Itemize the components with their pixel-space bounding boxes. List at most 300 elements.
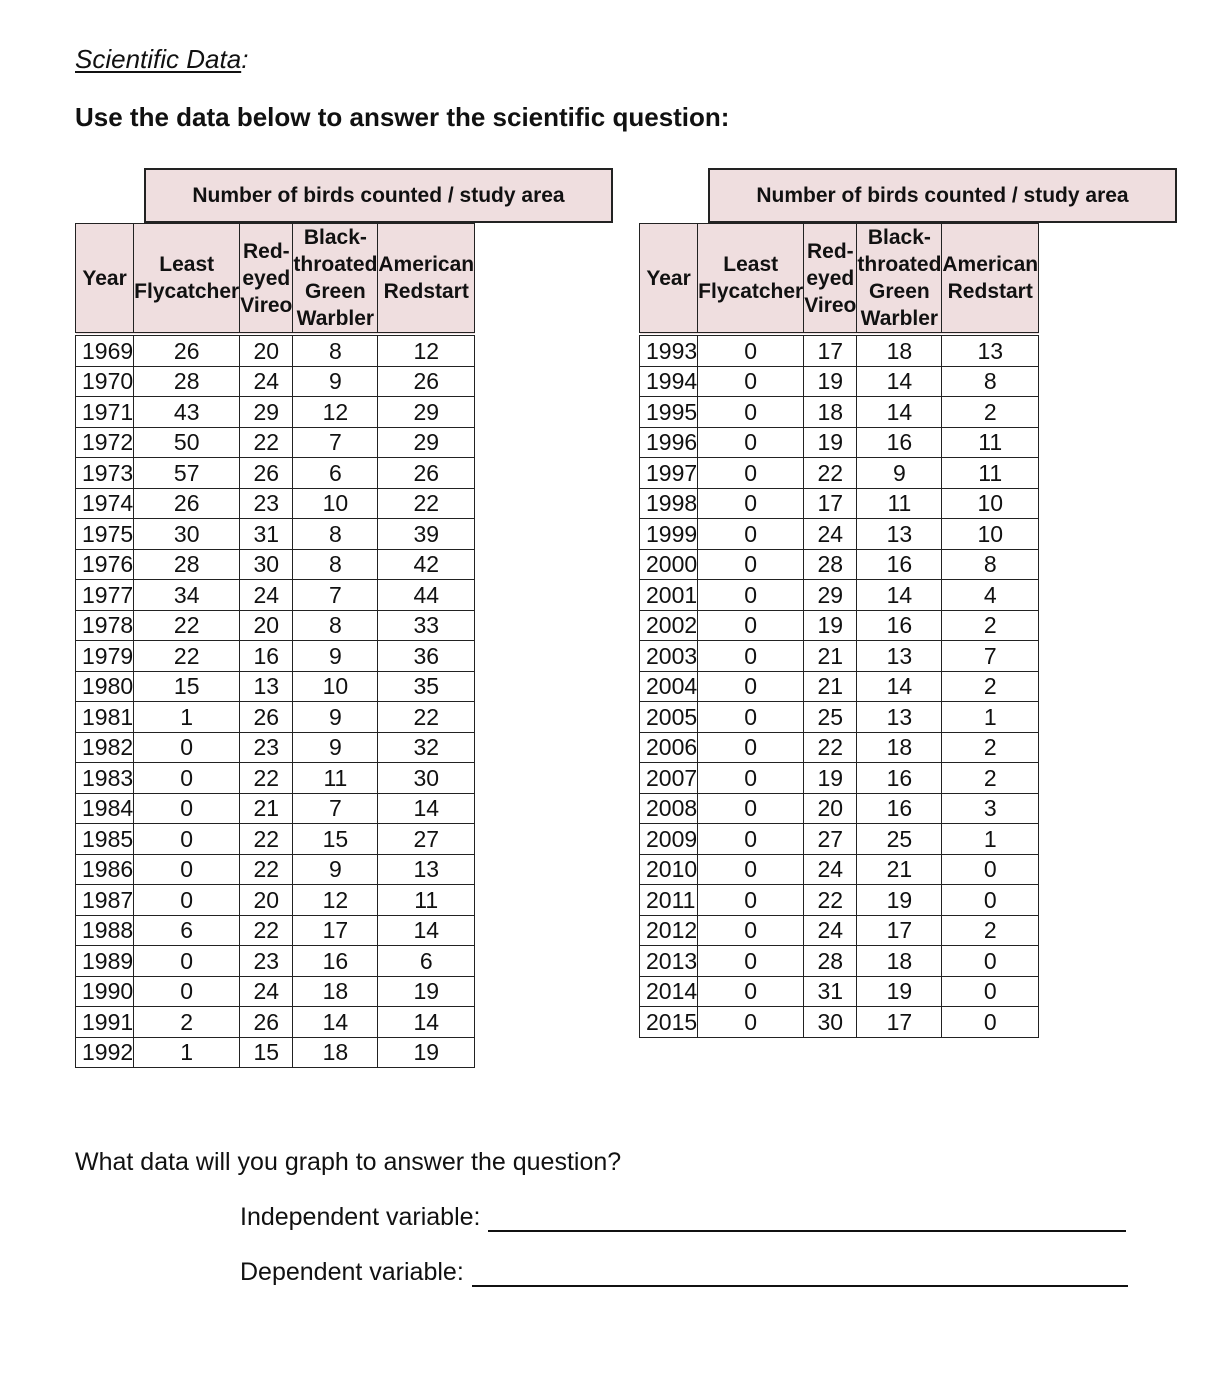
table-row bbox=[76, 702, 475, 733]
american-redstart-cell: 13 bbox=[378, 854, 475, 885]
red-eyed-vireo-cell: 13 bbox=[240, 671, 293, 702]
year-cell: 2013 bbox=[640, 946, 698, 977]
table-body bbox=[76, 334, 475, 1068]
table-row bbox=[640, 366, 1039, 397]
header-line: American bbox=[378, 253, 475, 276]
red-eyed-vireo-cell: 30 bbox=[240, 549, 293, 580]
black-throated-green-warbler-cell: 16 bbox=[857, 427, 942, 458]
red-eyed-vireo-cell: 20 bbox=[240, 334, 293, 366]
black-throated-green-warbler-cell: 10 bbox=[293, 488, 378, 519]
header-line: Green bbox=[869, 280, 930, 303]
american-redstart-cell: 42 bbox=[378, 549, 475, 580]
table-row bbox=[76, 458, 475, 489]
black-throated-green-warbler-cell: 14 bbox=[293, 1007, 378, 1038]
least-flycatcher-cell: 0 bbox=[698, 580, 804, 611]
american-redstart-cell: 2 bbox=[942, 732, 1039, 763]
red-eyed-vireo-cell: 24 bbox=[240, 366, 293, 397]
table-row bbox=[76, 549, 475, 580]
red-eyed-vireo-cell: 15 bbox=[240, 1037, 293, 1068]
red-eyed-vireo-cell: 29 bbox=[804, 580, 857, 611]
header-line: Redstart bbox=[947, 280, 1033, 303]
least-flycatcher-cell: 0 bbox=[134, 976, 240, 1007]
table-row bbox=[640, 334, 1039, 366]
header-black-throated-green-warbler bbox=[857, 224, 942, 335]
table-row bbox=[640, 641, 1039, 672]
black-throated-green-warbler-cell: 14 bbox=[857, 671, 942, 702]
american-redstart-cell: 30 bbox=[378, 763, 475, 794]
least-flycatcher-cell: 0 bbox=[698, 976, 804, 1007]
least-flycatcher-cell: 57 bbox=[134, 458, 240, 489]
year-cell: 2010 bbox=[640, 854, 698, 885]
header-line: Green bbox=[305, 280, 366, 303]
table-banner: Number of birds counted / study area bbox=[144, 168, 613, 223]
year-cell: 2014 bbox=[640, 976, 698, 1007]
year-cell: 1992 bbox=[76, 1037, 134, 1068]
american-redstart-cell: 22 bbox=[378, 488, 475, 519]
header-line: Black- bbox=[867, 226, 931, 249]
least-flycatcher-cell: 0 bbox=[698, 334, 804, 366]
american-redstart-cell: 6 bbox=[378, 946, 475, 977]
header-line: Flycatcher bbox=[134, 280, 240, 303]
year-cell: 1973 bbox=[76, 458, 134, 489]
black-throated-green-warbler-cell: 13 bbox=[857, 519, 942, 550]
table-row bbox=[76, 671, 475, 702]
year-cell: 2002 bbox=[640, 610, 698, 641]
black-throated-green-warbler-cell: 8 bbox=[293, 610, 378, 641]
year-cell: 2005 bbox=[640, 702, 698, 733]
american-redstart-cell: 14 bbox=[378, 793, 475, 824]
table-row bbox=[76, 915, 475, 946]
table-row bbox=[640, 427, 1039, 458]
american-redstart-cell: 2 bbox=[942, 610, 1039, 641]
least-flycatcher-cell: 28 bbox=[134, 549, 240, 580]
american-redstart-cell: 4 bbox=[942, 580, 1039, 611]
black-throated-green-warbler-cell: 14 bbox=[857, 397, 942, 428]
red-eyed-vireo-cell: 27 bbox=[804, 824, 857, 855]
black-throated-green-warbler-cell: 18 bbox=[857, 732, 942, 763]
least-flycatcher-cell: 0 bbox=[698, 488, 804, 519]
year-cell: 1986 bbox=[76, 854, 134, 885]
black-throated-green-warbler-cell: 16 bbox=[857, 763, 942, 794]
black-throated-green-warbler-cell: 17 bbox=[857, 915, 942, 946]
least-flycatcher-cell: 0 bbox=[698, 397, 804, 428]
table-row bbox=[76, 334, 475, 366]
table-body bbox=[640, 334, 1039, 1037]
least-flycatcher-cell: 0 bbox=[698, 824, 804, 855]
least-flycatcher-cell: 0 bbox=[698, 854, 804, 885]
header-line: Black- bbox=[303, 226, 367, 249]
least-flycatcher-cell: 0 bbox=[698, 732, 804, 763]
red-eyed-vireo-cell: 19 bbox=[804, 763, 857, 794]
table-row bbox=[76, 641, 475, 672]
year-cell: 1994 bbox=[640, 366, 698, 397]
header-line: throated bbox=[857, 253, 942, 276]
american-redstart-cell: 12 bbox=[378, 334, 475, 366]
least-flycatcher-cell: 0 bbox=[134, 732, 240, 763]
black-throated-green-warbler-cell: 14 bbox=[857, 580, 942, 611]
header-american-redstart bbox=[942, 224, 1039, 335]
least-flycatcher-cell: 0 bbox=[698, 366, 804, 397]
american-redstart-cell: 13 bbox=[942, 334, 1039, 366]
header-black-throated-green-warbler bbox=[293, 224, 378, 335]
black-throated-green-warbler-cell: 18 bbox=[857, 946, 942, 977]
american-redstart-cell: 11 bbox=[942, 427, 1039, 458]
red-eyed-vireo-cell: 17 bbox=[804, 334, 857, 366]
year-cell: 2011 bbox=[640, 885, 698, 916]
american-redstart-cell: 11 bbox=[942, 458, 1039, 489]
year-cell: 2000 bbox=[640, 549, 698, 580]
year-cell: 2008 bbox=[640, 793, 698, 824]
year-cell: 1971 bbox=[76, 397, 134, 428]
american-redstart-cell: 33 bbox=[378, 610, 475, 641]
black-throated-green-warbler-cell: 8 bbox=[293, 334, 378, 366]
header-line: Red-eyed bbox=[806, 239, 855, 290]
red-eyed-vireo-cell: 28 bbox=[804, 946, 857, 977]
year-cell: 1977 bbox=[76, 580, 134, 611]
year-cell: 1983 bbox=[76, 763, 134, 794]
american-redstart-cell: 19 bbox=[378, 976, 475, 1007]
red-eyed-vireo-cell: 26 bbox=[240, 1007, 293, 1038]
year-cell: 1981 bbox=[76, 702, 134, 733]
black-throated-green-warbler-cell: 19 bbox=[857, 976, 942, 1007]
red-eyed-vireo-cell: 17 bbox=[804, 488, 857, 519]
year-cell: 2001 bbox=[640, 580, 698, 611]
header-least-flycatcher bbox=[134, 224, 240, 335]
year-cell: 1982 bbox=[76, 732, 134, 763]
least-flycatcher-cell: 1 bbox=[134, 702, 240, 733]
least-flycatcher-cell: 0 bbox=[698, 641, 804, 672]
year-cell: 1987 bbox=[76, 885, 134, 916]
year-cell: 1985 bbox=[76, 824, 134, 855]
red-eyed-vireo-cell: 31 bbox=[240, 519, 293, 550]
year-cell: 1996 bbox=[640, 427, 698, 458]
black-throated-green-warbler-cell: 17 bbox=[293, 915, 378, 946]
header-line: Year bbox=[646, 266, 691, 290]
table-row bbox=[76, 824, 475, 855]
red-eyed-vireo-cell: 23 bbox=[240, 946, 293, 977]
header-line: Warbler bbox=[860, 307, 939, 330]
year-cell: 1999 bbox=[640, 519, 698, 550]
least-flycatcher-cell: 0 bbox=[698, 915, 804, 946]
black-throated-green-warbler-cell: 13 bbox=[857, 641, 942, 672]
table-row bbox=[640, 580, 1039, 611]
table-row bbox=[76, 793, 475, 824]
black-throated-green-warbler-cell: 9 bbox=[857, 458, 942, 489]
least-flycatcher-cell: 26 bbox=[134, 334, 240, 366]
table-banner: Number of birds counted / study area bbox=[708, 168, 1177, 223]
least-flycatcher-cell: 22 bbox=[134, 610, 240, 641]
black-throated-green-warbler-cell: 11 bbox=[857, 488, 942, 519]
red-eyed-vireo-cell: 19 bbox=[804, 427, 857, 458]
header-line: Year bbox=[82, 266, 127, 290]
table-row bbox=[76, 580, 475, 611]
year-cell: 1978 bbox=[76, 610, 134, 641]
header-line: Vireo bbox=[804, 293, 857, 317]
section-heading: Scientific Data: bbox=[75, 44, 249, 74]
year-cell: 1998 bbox=[640, 488, 698, 519]
header-american-redstart bbox=[378, 224, 475, 335]
black-throated-green-warbler-cell: 18 bbox=[857, 334, 942, 366]
instruction-text: Use the data below to answer the scientific question: bbox=[75, 102, 730, 132]
header-line: Least bbox=[723, 253, 779, 276]
american-redstart-cell: 36 bbox=[378, 641, 475, 672]
black-throated-green-warbler-cell: 21 bbox=[857, 854, 942, 885]
red-eyed-vireo-cell: 19 bbox=[804, 366, 857, 397]
american-redstart-cell: 19 bbox=[378, 1037, 475, 1068]
american-redstart-cell: 44 bbox=[378, 580, 475, 611]
least-flycatcher-cell: 34 bbox=[134, 580, 240, 611]
year-cell: 1970 bbox=[76, 366, 134, 397]
black-throated-green-warbler-cell: 16 bbox=[857, 610, 942, 641]
american-redstart-cell: 1 bbox=[942, 824, 1039, 855]
header-line: throated bbox=[293, 253, 378, 276]
table-row bbox=[640, 671, 1039, 702]
american-redstart-cell: 0 bbox=[942, 1007, 1039, 1038]
red-eyed-vireo-cell: 24 bbox=[240, 976, 293, 1007]
least-flycatcher-cell: 22 bbox=[134, 641, 240, 672]
black-throated-green-warbler-cell: 18 bbox=[293, 976, 378, 1007]
least-flycatcher-cell: 0 bbox=[134, 824, 240, 855]
year-cell: 2009 bbox=[640, 824, 698, 855]
year-cell: 1975 bbox=[76, 519, 134, 550]
table-row bbox=[640, 1007, 1039, 1038]
header-line: American bbox=[942, 253, 1039, 276]
table-row bbox=[76, 732, 475, 763]
header-line: Redstart bbox=[383, 280, 469, 303]
least-flycatcher-cell: 26 bbox=[134, 488, 240, 519]
red-eyed-vireo-cell: 21 bbox=[240, 793, 293, 824]
black-throated-green-warbler-cell: 7 bbox=[293, 580, 378, 611]
red-eyed-vireo-cell: 31 bbox=[804, 976, 857, 1007]
least-flycatcher-cell: 0 bbox=[698, 763, 804, 794]
table-row bbox=[640, 519, 1039, 550]
header-red-eyed-vireo bbox=[804, 224, 857, 335]
black-throated-green-warbler-cell: 18 bbox=[293, 1037, 378, 1068]
american-redstart-cell: 0 bbox=[942, 946, 1039, 977]
american-redstart-cell: 39 bbox=[378, 519, 475, 550]
american-redstart-cell: 10 bbox=[942, 488, 1039, 519]
least-flycatcher-cell: 0 bbox=[698, 702, 804, 733]
least-flycatcher-cell: 0 bbox=[698, 885, 804, 916]
least-flycatcher-cell: 0 bbox=[698, 946, 804, 977]
independent-variable-row bbox=[240, 1203, 1126, 1232]
american-redstart-cell: 29 bbox=[378, 427, 475, 458]
table-row bbox=[640, 549, 1039, 580]
american-redstart-cell: 35 bbox=[378, 671, 475, 702]
red-eyed-vireo-cell: 21 bbox=[804, 641, 857, 672]
table-row bbox=[640, 458, 1039, 489]
table-row bbox=[640, 946, 1039, 977]
least-flycatcher-cell: 0 bbox=[698, 427, 804, 458]
least-flycatcher-cell: 0 bbox=[698, 610, 804, 641]
black-throated-green-warbler-cell: 16 bbox=[857, 793, 942, 824]
least-flycatcher-cell: 0 bbox=[134, 854, 240, 885]
black-throated-green-warbler-cell: 9 bbox=[293, 641, 378, 672]
american-redstart-cell: 26 bbox=[378, 366, 475, 397]
independent-variable-answer-line[interactable] bbox=[488, 1204, 1126, 1232]
table-row bbox=[640, 702, 1039, 733]
least-flycatcher-cell: 0 bbox=[134, 885, 240, 916]
least-flycatcher-cell: 0 bbox=[134, 763, 240, 794]
header-year bbox=[76, 224, 134, 335]
red-eyed-vireo-cell: 21 bbox=[804, 671, 857, 702]
red-eyed-vireo-cell: 23 bbox=[240, 488, 293, 519]
table-row bbox=[76, 519, 475, 550]
least-flycatcher-cell: 0 bbox=[698, 549, 804, 580]
red-eyed-vireo-cell: 26 bbox=[240, 702, 293, 733]
table-row bbox=[640, 763, 1039, 794]
year-cell: 2003 bbox=[640, 641, 698, 672]
black-throated-green-warbler-cell: 16 bbox=[293, 946, 378, 977]
american-redstart-cell: 29 bbox=[378, 397, 475, 428]
least-flycatcher-cell: 0 bbox=[134, 946, 240, 977]
red-eyed-vireo-cell: 24 bbox=[804, 854, 857, 885]
american-redstart-cell: 2 bbox=[942, 671, 1039, 702]
red-eyed-vireo-cell: 25 bbox=[804, 702, 857, 733]
black-throated-green-warbler-cell: 19 bbox=[857, 885, 942, 916]
least-flycatcher-cell: 0 bbox=[698, 519, 804, 550]
table-row bbox=[640, 397, 1039, 428]
table-row bbox=[640, 915, 1039, 946]
header-red-eyed-vireo bbox=[240, 224, 293, 335]
year-cell: 2007 bbox=[640, 763, 698, 794]
black-throated-green-warbler-cell: 17 bbox=[857, 1007, 942, 1038]
black-throated-green-warbler-cell: 8 bbox=[293, 519, 378, 550]
black-throated-green-warbler-cell: 9 bbox=[293, 732, 378, 763]
red-eyed-vireo-cell: 28 bbox=[804, 549, 857, 580]
black-throated-green-warbler-cell: 12 bbox=[293, 397, 378, 428]
year-cell: 1991 bbox=[76, 1007, 134, 1038]
header-line: Flycatcher bbox=[698, 280, 804, 303]
red-eyed-vireo-cell: 22 bbox=[240, 824, 293, 855]
table-row bbox=[640, 610, 1039, 641]
american-redstart-cell: 2 bbox=[942, 915, 1039, 946]
black-throated-green-warbler-cell: 11 bbox=[293, 763, 378, 794]
black-throated-green-warbler-cell: 9 bbox=[293, 366, 378, 397]
red-eyed-vireo-cell: 23 bbox=[240, 732, 293, 763]
black-throated-green-warbler-cell: 9 bbox=[293, 702, 378, 733]
american-redstart-cell: 1 bbox=[942, 702, 1039, 733]
american-redstart-cell: 26 bbox=[378, 458, 475, 489]
table-row bbox=[640, 976, 1039, 1007]
black-throated-green-warbler-cell: 15 bbox=[293, 824, 378, 855]
table-row bbox=[76, 854, 475, 885]
black-throated-green-warbler-cell: 7 bbox=[293, 793, 378, 824]
year-cell: 2015 bbox=[640, 1007, 698, 1038]
red-eyed-vireo-cell: 22 bbox=[804, 458, 857, 489]
red-eyed-vireo-cell: 20 bbox=[804, 793, 857, 824]
american-redstart-cell: 8 bbox=[942, 549, 1039, 580]
least-flycatcher-cell: 30 bbox=[134, 519, 240, 550]
black-throated-green-warbler-cell: 6 bbox=[293, 458, 378, 489]
red-eyed-vireo-cell: 29 bbox=[240, 397, 293, 428]
black-throated-green-warbler-cell: 10 bbox=[293, 671, 378, 702]
least-flycatcher-cell: 2 bbox=[134, 1007, 240, 1038]
least-flycatcher-cell: 0 bbox=[698, 1007, 804, 1038]
american-redstart-cell: 14 bbox=[378, 915, 475, 946]
year-cell: 1997 bbox=[640, 458, 698, 489]
dependent-variable-row bbox=[240, 1258, 1128, 1287]
table-row bbox=[76, 763, 475, 794]
least-flycatcher-cell: 0 bbox=[134, 793, 240, 824]
american-redstart-cell: 27 bbox=[378, 824, 475, 855]
american-redstart-cell: 11 bbox=[378, 885, 475, 916]
header-line: Red-eyed bbox=[242, 239, 291, 290]
table-row bbox=[76, 1037, 475, 1068]
least-flycatcher-cell: 0 bbox=[698, 671, 804, 702]
dependent-variable-label: Dependent variable: bbox=[240, 1258, 464, 1286]
table-row bbox=[640, 732, 1039, 763]
black-throated-green-warbler-cell: 13 bbox=[857, 702, 942, 733]
year-cell: 2012 bbox=[640, 915, 698, 946]
table-row bbox=[76, 1007, 475, 1038]
american-redstart-cell: 10 bbox=[942, 519, 1039, 550]
year-cell: 1969 bbox=[76, 334, 134, 366]
header-line: Warbler bbox=[296, 307, 375, 330]
table-row bbox=[76, 976, 475, 1007]
dependent-variable-answer-line[interactable] bbox=[472, 1259, 1128, 1287]
table-row bbox=[76, 397, 475, 428]
graph-question: What data will you graph to answer the question? bbox=[75, 1148, 622, 1176]
american-redstart-cell: 0 bbox=[942, 976, 1039, 1007]
american-redstart-cell: 32 bbox=[378, 732, 475, 763]
year-cell: 2006 bbox=[640, 732, 698, 763]
american-redstart-cell: 3 bbox=[942, 793, 1039, 824]
year-cell: 1990 bbox=[76, 976, 134, 1007]
header-year bbox=[640, 224, 698, 335]
least-flycatcher-cell: 0 bbox=[698, 793, 804, 824]
year-cell: 1988 bbox=[76, 915, 134, 946]
table-row bbox=[640, 793, 1039, 824]
red-eyed-vireo-cell: 26 bbox=[240, 458, 293, 489]
table-row bbox=[76, 946, 475, 977]
least-flycatcher-cell: 43 bbox=[134, 397, 240, 428]
header-line: Vireo bbox=[240, 293, 293, 317]
black-throated-green-warbler-cell: 7 bbox=[293, 427, 378, 458]
american-redstart-cell: 22 bbox=[378, 702, 475, 733]
american-redstart-cell: 2 bbox=[942, 763, 1039, 794]
black-throated-green-warbler-cell: 9 bbox=[293, 854, 378, 885]
red-eyed-vireo-cell: 22 bbox=[804, 885, 857, 916]
year-cell: 1974 bbox=[76, 488, 134, 519]
red-eyed-vireo-cell: 19 bbox=[804, 610, 857, 641]
american-redstart-cell: 0 bbox=[942, 885, 1039, 916]
table-row bbox=[640, 488, 1039, 519]
table-row bbox=[76, 488, 475, 519]
american-redstart-cell: 2 bbox=[942, 397, 1039, 428]
black-throated-green-warbler-cell: 16 bbox=[857, 549, 942, 580]
bird-count-table bbox=[75, 223, 475, 1068]
black-throated-green-warbler-cell: 25 bbox=[857, 824, 942, 855]
year-cell: 1976 bbox=[76, 549, 134, 580]
american-redstart-cell: 14 bbox=[378, 1007, 475, 1038]
red-eyed-vireo-cell: 24 bbox=[240, 580, 293, 611]
red-eyed-vireo-cell: 20 bbox=[240, 885, 293, 916]
table-row bbox=[76, 610, 475, 641]
bird-count-table bbox=[639, 223, 1039, 1038]
year-cell: 1984 bbox=[76, 793, 134, 824]
year-cell: 1995 bbox=[640, 397, 698, 428]
american-redstart-cell: 7 bbox=[942, 641, 1039, 672]
year-cell: 2004 bbox=[640, 671, 698, 702]
red-eyed-vireo-cell: 22 bbox=[240, 854, 293, 885]
red-eyed-vireo-cell: 16 bbox=[240, 641, 293, 672]
red-eyed-vireo-cell: 20 bbox=[240, 610, 293, 641]
year-cell: 1980 bbox=[76, 671, 134, 702]
header-line: Least bbox=[159, 253, 215, 276]
year-cell: 1989 bbox=[76, 946, 134, 977]
header-least-flycatcher bbox=[698, 224, 804, 335]
